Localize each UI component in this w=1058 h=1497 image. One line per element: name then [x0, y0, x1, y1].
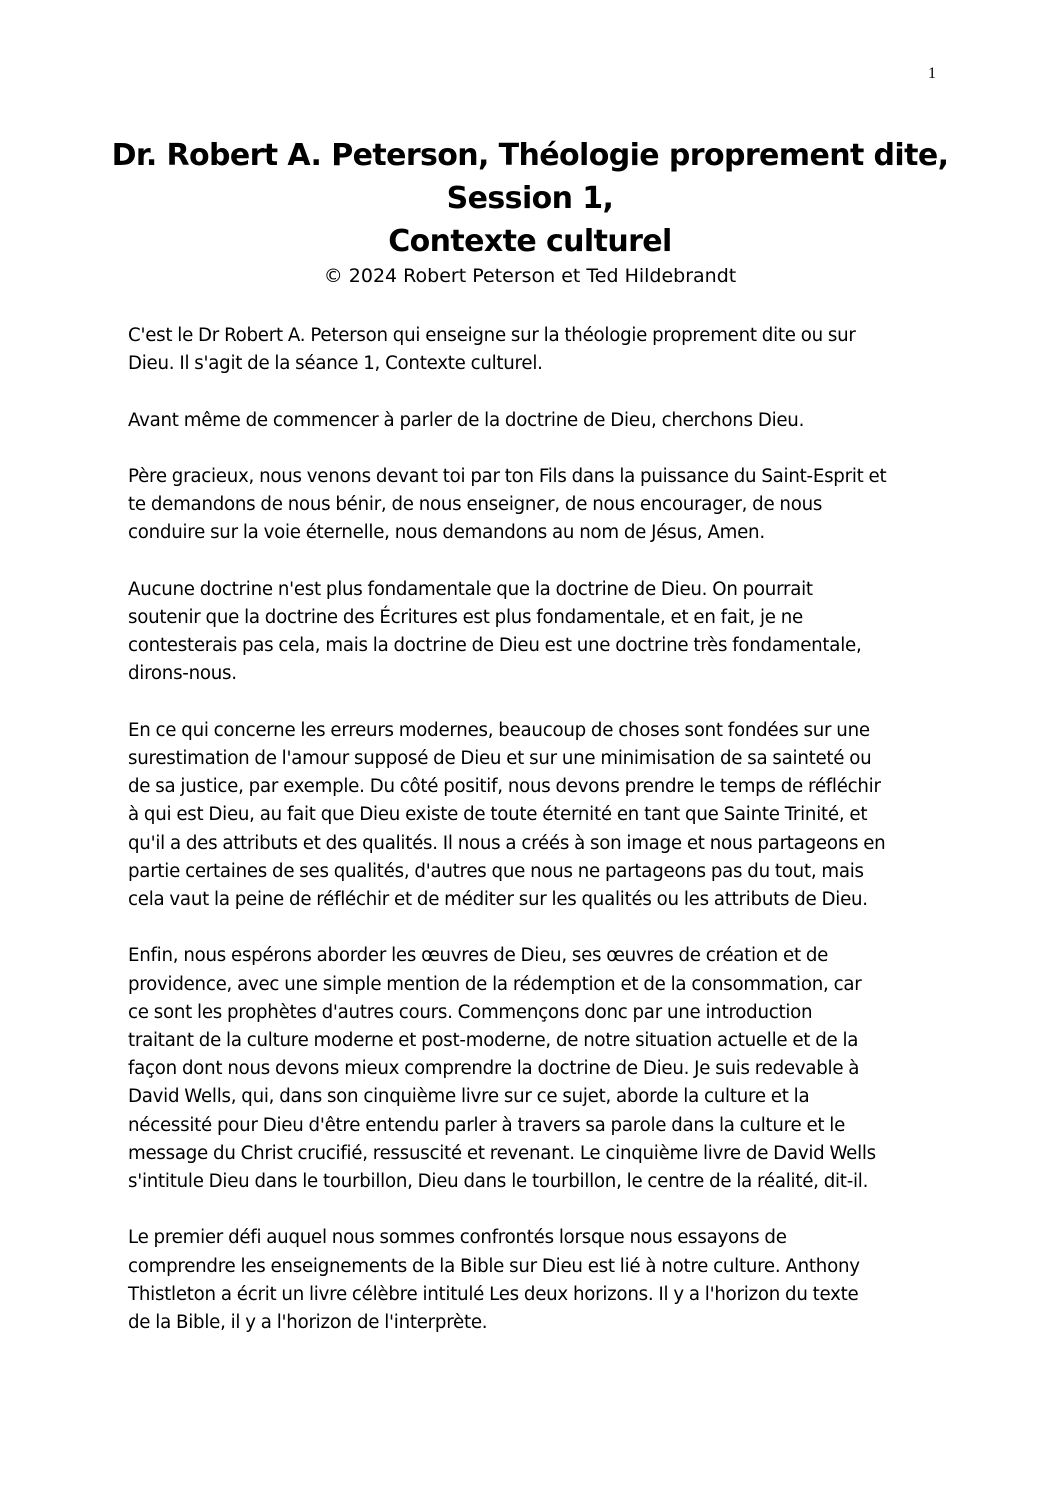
- text-line: à qui est Dieu, au fait que Dieu existe de toute éternité en tant que Sainte Trinité, et: [128, 804, 868, 826]
- text-line: Thistleton a écrit un livre célèbre intitulé Les deux horizons. Il y a l'horizon du texte: [128, 1283, 859, 1305]
- paragraph-doctrine: [128, 576, 943, 689]
- text-line: providence, avec une simple mention de la rédemption et de la consommation, car: [128, 973, 862, 995]
- page-number: 1: [928, 65, 936, 82]
- paragraph-prayer: [128, 463, 943, 548]
- paragraph-first-challenge: [128, 1224, 943, 1337]
- body-text: [128, 322, 943, 1365]
- text-line: te demandons de nous bénir, de nous enseigner, de nous encourager, de nous: [128, 494, 823, 516]
- text-line: qu'il a des attributs et des qualités. Il nous a créés à son image et nous partageons en: [128, 832, 886, 854]
- text-line: traitant de la culture moderne et post-moderne, de notre situation actuelle et de la: [128, 1030, 859, 1051]
- text-line: conduire sur la voie éternelle, nous demandons au nom de Jésus, Amen.: [128, 522, 765, 544]
- text-line: de la Bible, il y a l'horizon de l'interprète.: [128, 1312, 488, 1334]
- title-line-3: Contexte culturel: [388, 224, 672, 259]
- paragraph-intro: [128, 322, 943, 378]
- text-line: soutenir que la doctrine des Écritures est plus fondamentale, et en fait, je ne: [128, 606, 803, 628]
- text-line: En ce qui concerne les erreurs modernes, beaucoup de choses sont fondées sur une: [128, 719, 870, 741]
- text-line: ce sont les prophètes d'autres cours. Commençons donc par une introduction: [128, 1001, 813, 1023]
- title-block: [100, 134, 960, 289]
- text-line: Dieu. Il s'agit de la séance 1, Contexte culturel.: [128, 353, 543, 375]
- title-line-1: Dr. Robert A. Peterson, Théologie proprement dite,: [111, 138, 949, 173]
- paragraph-modern-errors: [128, 717, 943, 914]
- text-line: Père gracieux, nous venons devant toi par ton Fils dans la puissance du Saint-Esprit et: [128, 465, 887, 487]
- text-line: cela vaut la peine de réfléchir et de méditer sur les qualités ou les attributs de Dieu.: [128, 889, 868, 910]
- paragraph-works-of-god: [128, 942, 943, 1196]
- text-line: C'est le Dr Robert A. Peterson qui enseigne sur la théologie proprement dite ou sur: [128, 325, 856, 346]
- title-line-2: Session 1,: [446, 181, 614, 216]
- text-line: partie certaines de ses qualités, d'autres que nous ne partageons pas du tout, mais: [128, 860, 864, 882]
- text-line: de sa justice, par exemple. Du côté positif, nous devons prendre le temps de réfléchir: [128, 776, 881, 798]
- text-line: Avant même de commencer à parler de la doctrine de Dieu, cherchons Dieu.: [128, 409, 805, 431]
- text-line: David Wells, qui, dans son cinquième livre sur ce sujet, aborde la culture et la: [128, 1086, 810, 1108]
- text-line: contesterais pas cela, mais la doctrine de Dieu est une doctrine très fondamentale,: [128, 635, 862, 657]
- text-line: façon dont nous devons mieux comprendre la doctrine de Dieu. Je suis redevable à: [128, 1058, 860, 1080]
- text-line: message du Christ crucifié, ressuscité et revenant. Le cinquième livre de David Wells: [128, 1142, 876, 1164]
- text-line: Le premier défi auquel nous sommes confrontés lorsque nous essayons de: [128, 1227, 787, 1249]
- text-line: s'intitule Dieu dans le tourbillon, Dieu dans le tourbillon, le centre de la réalité, dit-il.: [128, 1171, 869, 1193]
- text-line: nécessité pour Dieu d'être entendu parler à travers sa parole dans la culture et le: [128, 1114, 846, 1136]
- text-line: Aucune doctrine n'est plus fondamentale que la doctrine de Dieu. On pourrait: [128, 578, 813, 600]
- copyright-line: © 2024 Robert Peterson et Ted Hildebrandt: [323, 265, 737, 287]
- text-line: dirons-nous.: [128, 663, 237, 685]
- text-line: comprendre les enseignements de la Bible sur Dieu est lié à notre culture. Anthony: [128, 1255, 860, 1277]
- paragraph-seek-god: [128, 407, 943, 435]
- text-line: Enfin, nous espérons aborder les œuvres de Dieu, ses œuvres de création et de: [128, 945, 829, 967]
- text-line: surestimation de l'amour supposé de Dieu et sur une minimisation de sa sainteté ou: [128, 747, 872, 769]
